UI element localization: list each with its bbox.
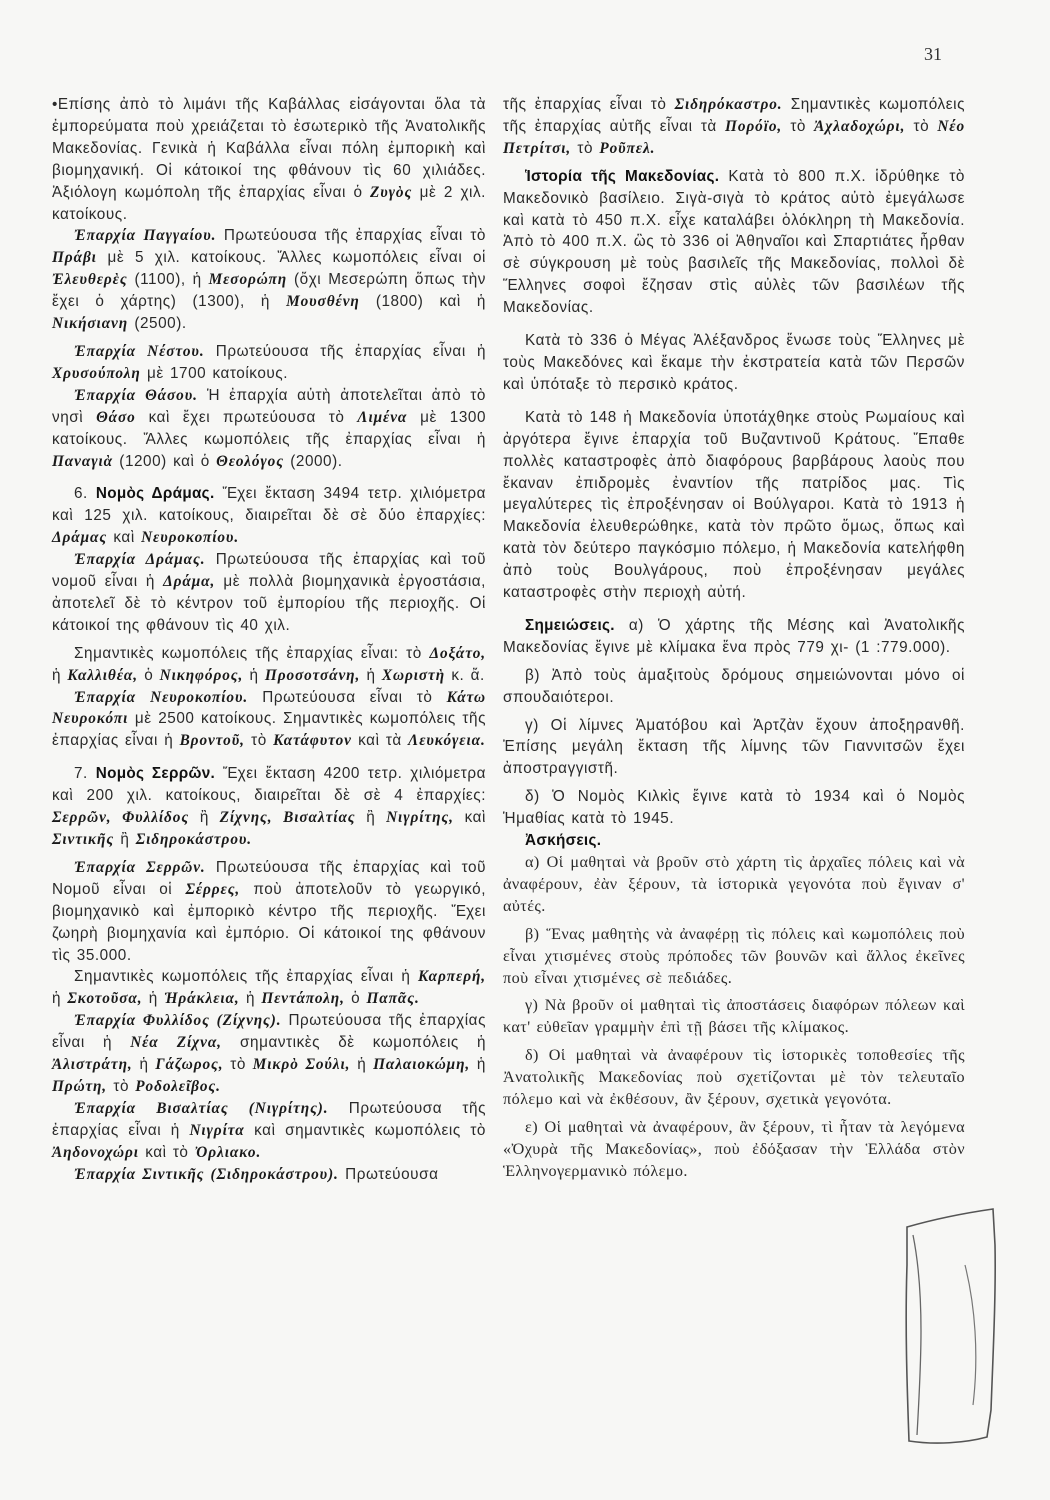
place-name: Νιγρίτης,	[386, 809, 454, 827]
place-name: Πράβι	[52, 249, 97, 267]
place-name: Ἀχλαδοχώρι,	[814, 117, 906, 135]
section-heading: Ἀσκήσεις.	[525, 832, 602, 850]
place-name: Ἐλευθερὲς	[52, 271, 128, 289]
text-run: τὸ	[782, 117, 815, 135]
section-heading: Νομὸς Δράμας.	[95, 485, 215, 503]
place-name: Ἐπαρχία Βισαλτίας (Νιγρίτης).	[74, 1099, 329, 1117]
text-run: Ἔχει ἔκταση 3494 τετρ. χιλιόμετρα καὶ 125 χιλ. κατοίκους, διαιρεῖται δὲ σὲ δύο ἐπαρχίες:	[52, 485, 486, 525]
place-name: Σιδηροκάστρου.	[135, 831, 252, 848]
place-name: Ἐπαρχία Σιντικῆς (Σιδηροκάστρου).	[74, 1165, 339, 1183]
text-run: Πρωτεύουσα τῆς ἐπαρχίας καὶ τοῦ νομοῦ εἶναι ἡ	[52, 551, 486, 591]
paragraph	[503, 166, 965, 319]
place-name: Ἐπαρχία Θάσου.	[74, 386, 198, 404]
text-run: μὲ 5 χιλ. κατοίκους. Ἄλλες κωμοπόλεις εἶναι οἱ	[96, 249, 486, 267]
paragraph	[503, 715, 965, 781]
paragraph	[52, 643, 486, 687]
text-run: β) Ἀπὸ τοὺς ἁμαξιτοὺς δρόμους σημειώνονται μόνο οἱ σπουδαιότεροι.	[503, 666, 965, 706]
paragraph	[503, 830, 965, 852]
text-run: ἡ	[52, 990, 68, 1008]
place-name: Καλλιθέα,	[67, 666, 138, 684]
paragraph	[503, 1045, 965, 1111]
place-name: Παλαιοκώμη,	[373, 1056, 471, 1074]
text-run: μὲ 2500 κατοίκους. Σημαντικὲς κωμοπόλεις τῆς ἐπαρχίας εἶναι ἡ	[52, 710, 486, 750]
place-name: Σκοτοῦσα,	[67, 990, 143, 1008]
text-run: ἡ	[52, 666, 68, 684]
place-name: Πρώτη,	[52, 1077, 108, 1095]
paragraph	[52, 687, 486, 753]
place-name: Λιμένα	[357, 408, 408, 426]
text-run: β) Ἕνας μαθητὴς νὰ ἀναφέρῃ τὶς πόλεις καὶ κωμοπόλεις ποὺ εἶναι χτισμένες στοὺς πρόποδες τῶν βουνῶν καὶ ἄλλος ἐκεῖνες ποὺ εἶναι χτισμένες σὲ πεδιάδες.	[503, 924, 965, 987]
place-name: Γάζωρος,	[155, 1056, 224, 1074]
page-number: 31	[924, 44, 942, 64]
paragraph	[52, 549, 486, 637]
text-run: ἡ	[132, 1056, 156, 1074]
paragraph	[52, 1010, 486, 1098]
text-run: ἡ	[350, 1056, 374, 1074]
paragraph	[503, 786, 965, 830]
place-name: Σέρρες,	[185, 880, 241, 898]
text-run: ὁ	[137, 666, 160, 684]
text-run: ὁ	[344, 990, 367, 1008]
text-run: ἢ	[355, 809, 387, 827]
place-name: Μικρὸ Σούλι,	[252, 1056, 351, 1074]
place-name: Ροδολεῖβος.	[135, 1077, 221, 1095]
text-run: μὲ 2 χιλ. κατοίκους.	[52, 183, 486, 223]
place-name: Παπᾶς.	[366, 990, 420, 1008]
text-run: τὸ	[571, 139, 600, 157]
place-name: Νιγρίτα	[189, 1121, 245, 1139]
paragraph	[503, 852, 965, 918]
text-run: ε) Οἱ μαθηταὶ νὰ ἀναφέρουν, ἂν ξέρουν, τὶ ἦταν τὰ λεγόμενα «Ὀχυρὰ τῆς Μακεδονίας», ποὺ ἐδόξασαν τὴν Ἑλλάδα στὸν Ἑλληνογερμανικὸ πόλεμο.	[503, 1117, 965, 1180]
text-run: ἡ	[470, 1056, 486, 1074]
place-name: Θεολόγος	[216, 452, 284, 470]
text-run: Πρωτεύουσα τῆς ἐπαρχίας εἶναι ἡ	[52, 1099, 486, 1139]
text-run: Πρωτεύουσα τῆς ἐπαρχίας εἶναι ἡ	[204, 342, 487, 360]
text-run: ἢ	[189, 809, 220, 827]
text-run: (2500).	[128, 315, 187, 333]
text-run: ἢ	[114, 831, 136, 848]
paragraph	[503, 330, 965, 396]
paragraph	[52, 1098, 486, 1164]
place-name: Νικήσιανη	[52, 315, 129, 333]
text-run: γ) Νὰ βροῦν οἱ μαθηταὶ τὶς ἀποστάσεις διαφόρων πόλεων καὶ κατ' εὐθεῖαν γραμμὴν ἐπὶ τῇ βάσει τῆς κλίμακος.	[503, 996, 965, 1037]
text-run: (2000).	[283, 452, 343, 470]
place-name: Ἐπαρχία Νευροκοπίου.	[74, 688, 249, 706]
text-run: μὲ πολλὰ βιομηχανικὰ ἐργοστάσια, ἀποτελεῖ δὲ τὸ κέντρον τοῦ ἐμπορίου τῆς περιοχῆς. Οἱ κάτοικοί της φθάνουν τὶς 40 χιλ.	[52, 573, 486, 634]
text-run: Σημαντικὲς κωμοπόλεις τῆς ἐπαρχίας εἶναι: τὸ	[74, 644, 430, 662]
text-run: τὸ	[244, 732, 274, 750]
text-run: καὶ	[453, 809, 486, 827]
text-run: καὶ ἔχει πρωτεύουσα τὸ	[135, 408, 358, 426]
paragraph	[503, 407, 965, 604]
place-name: Νέα Ζίχνα,	[130, 1034, 222, 1052]
place-name: Κατάφυτον	[273, 732, 352, 750]
place-name: Κάτω Νευροκόπι	[52, 688, 486, 728]
place-name: Ζίχνης, Βισαλτίας	[219, 809, 356, 827]
place-name: Ἀλιστράτη,	[52, 1056, 133, 1074]
place-name: Ἀηδονοχώρι	[52, 1143, 139, 1161]
place-name: Παναγιὰ	[52, 452, 113, 470]
text-run: Πρωτεύουσα τῆς ἐπαρχίας εἶναι τὸ	[216, 227, 486, 245]
text-run: α) Οἱ μαθηταὶ νὰ βροῦν στὸ χάρτη τὶς ἀρχαῖες πόλεις καὶ νὰ ἀναφέρουν, ἐὰν ξέρουν, τὰ ἱστορικὰ γεγονότα ποὺ ἔγιναν σ' αὐτές.	[503, 853, 965, 915]
paragraph	[52, 966, 486, 1010]
text-run: Ἡ ἐπαρχία αὐτὴ ἀποτελεῖται ἀπὸ τὸ νησὶ	[52, 386, 486, 426]
text-run: καὶ τὰ	[351, 732, 409, 750]
place-name: Πεντάπολη,	[261, 990, 345, 1008]
place-name: Δράμα,	[163, 573, 216, 591]
place-name: Βροντοῦ,	[179, 732, 245, 750]
place-name: Χωριστὴ	[381, 666, 446, 684]
text-run: ἡ	[239, 990, 262, 1008]
paragraph	[52, 857, 486, 967]
text-run: δ) Οἱ μαθηταὶ νὰ ἀναφέρουν τὶς ἱστορικὲς τοποθεσίες τῆς Ἀνατολικῆς Μακεδονίας ποὺ σχετίζονται μὲ τὸν τελευταῖο πόλεμο καὶ νὰ ἐκθέσουν, ἂν ξέρουν, σχετικὰ γεγονότα.	[503, 1046, 965, 1109]
place-name: Ἐπαρχία Παγγαίου.	[74, 227, 217, 245]
place-name: Χρυσούπολη	[52, 364, 141, 382]
place-name: Ἐπαρχία Νέστου.	[74, 342, 205, 360]
text-run: Πρωτεύουσα εἶναι τὸ	[248, 688, 447, 706]
text-run: Ἔχει ἔκταση 4200 τετρ. χιλιόμετρα καὶ 200 χιλ. κατοίκους, διαιρεῖται δὲ σὲ 4 ἐπαρχίες:	[52, 765, 486, 805]
place-name: Μεσορώπη	[208, 271, 288, 289]
text-run: τὸ	[107, 1077, 136, 1095]
place-name: Ζυγὸς	[370, 183, 413, 201]
place-name: Νικηφόρος,	[159, 666, 244, 684]
place-name: Δοξάτο,	[429, 644, 486, 662]
left-text-column	[52, 94, 486, 1186]
place-name: Ροῦπελ.	[599, 139, 656, 157]
text-run: Κατὰ τὸ 800 π.Χ. ἱδρύθηκε τὸ Μακεδονικὸ βασίλειο. Σιγὰ-σιγὰ τὸ κράτος αὐτὸ ἐμεγάλωσε καὶ κατὰ τὸ 450 π.Χ. εἶχε καταλάβει ὁλόκληρη τὴ Μακεδονία. Ἀπὸ τὸ 400 π.Χ. ὣς τὸ 336 οἱ Ἀθηναῖοι καὶ Σπαρτιάτες ἦρθαν σὲ σύγκρουση μὲ τοὺς βασιλεῖς τῆς Μακεδονίας, πολλοὶ δὲ Ἕλληνες σοφοὶ ἔζησαν στὶς αὐλὲς τῶν βασιλέων τῆς Μακεδονίας.	[503, 167, 965, 317]
text-run: Πρωτεύουσα τῆς ἐπαρχίας καὶ τοῦ Νομοῦ εἶναι οἱ	[52, 858, 486, 898]
place-name: Νευροκοπίου.	[141, 529, 240, 547]
place-name: Μουσθένη	[286, 293, 360, 311]
pencil-mark-drawing	[895, 1205, 1005, 1455]
text-run: (1200) καὶ ὁ	[113, 452, 217, 470]
text-run: Πρωτεύουσα	[338, 1165, 439, 1183]
paragraph	[503, 924, 965, 990]
text-run: γ) Οἱ λίμνες Ἀματόβου καὶ Ἀρτζὰν ἔχουν ἀποξηρανθῆ. Ἐπίσης μεγάλη ἔκταση τῆς λίμνης τῶν Γιαννιτσῶν ἔχει ἀποστραγγιστῆ.	[503, 716, 965, 778]
paragraph	[52, 341, 486, 385]
text-run: (1100), ἡ	[127, 271, 209, 289]
section-heading: Νομὸς Σερρῶν.	[95, 765, 216, 783]
paragraph	[52, 225, 486, 335]
text-run: ἡ	[142, 990, 165, 1008]
place-name: Δράμας	[52, 529, 108, 547]
place-name: Λευκόγεια.	[408, 732, 486, 750]
place-name: Σερρῶν, Φυλλίδος	[52, 809, 190, 827]
paragraph	[503, 94, 965, 160]
text-run: καὶ σημαντικὲς κωμοπόλεις τὸ	[244, 1121, 486, 1139]
text-run: (ὄχι Μεσερώπη ὅπως τὴν ἔχει ὁ χάρτης) (1300), ἡ	[52, 271, 486, 311]
text-run: Σημαντικὲς κωμοπόλεις τῆς ἐπαρχίας εἶναι ἡ	[74, 968, 418, 986]
text-run: καὶ	[107, 529, 142, 547]
place-name: Προσοτσάνη,	[264, 666, 361, 684]
text-run: ἡ	[243, 666, 265, 684]
place-name: Ἐπαρχία Δράμας.	[74, 551, 206, 569]
text-run: Κατὰ τὸ 148 ἡ Μακεδονία ὑποτάχθηκε στοὺς Ρωμαίους καὶ ἀργότερα ἔγινε ἐπαρχία τοῦ Βυζαντινοῦ Κράτους. Ἔπαθε πολλὲς καταστροφὲς ἀπὸ διαφόρους βαρβάρους λαοὺς που ἔκαναν ἐπιδρομὲς ἐναντίον τῆς πατρίδος μας. Τὶς μεγαλύτερες τὶς ἐπροξένησαν οἱ Βούλγαροι. Κατὰ τὸ 1913 ἡ Μακεδονία ἐλευθερώθηκε, κατὰ τὸν πρῶτο ὅμως, ὅπως καὶ κατὰ τὸν δεύτερο παγκόσμιο πόλεμο, ἡ Μακεδονία κατελήφθη ἀπὸ τοὺς Βουλγάρους, ποὺ ἐπροξένησαν μεγάλες καταστροφὲς στὴν περιοχὴ αὐτή.	[503, 408, 965, 602]
text-run: Κατὰ τὸ 336 ὁ Μέγας Ἀλέξανδρος ἕνωσε τοὺς Ἕλληνες μὲ τοὺς Μακεδόνες καὶ ἔκαμε τὴν ἐκστρατεία κατὰ τῶν Περσῶν καὶ ὑπόταξε τὸ περσικὸ κράτος.	[503, 332, 965, 393]
place-name: Καρπερή,	[418, 968, 486, 986]
paragraph	[503, 995, 965, 1039]
place-name: Ἐπαρχία Σερρῶν.	[74, 858, 206, 876]
paragraph	[52, 763, 486, 851]
text-run: Σημαντικὲς κωμοπόλεις τῆς ἐπαρχίας αὐτῆς εἶναι τὰ	[503, 96, 966, 135]
place-name: Σιντικῆς	[52, 831, 115, 848]
text-run: (1800) καὶ ἡ	[359, 293, 486, 311]
text-run: 7.	[74, 765, 96, 783]
paragraph	[52, 1164, 486, 1186]
text-run: μὲ 1700 κατοίκους.	[140, 364, 289, 382]
text-run: δ) Ὁ Νομὸς Κιλκὶς ἔγινε κατὰ τὸ 1934 καὶ ὁ Νομὸς Ἡμαθίας κατὰ τὸ 1945.	[503, 788, 965, 828]
text-run: σημαντικὲς δὲ κωμοπόλεις ἡ	[221, 1034, 487, 1052]
text-run: μὲ 1300 κατοίκους. Ἄλλες κωμοπόλεις τῆς ἐπαρχίας εἶναι ἡ	[52, 408, 487, 448]
place-name: Ὀρλιακο.	[194, 1143, 262, 1161]
paragraph	[52, 94, 486, 225]
paragraph	[52, 483, 486, 549]
place-name: Νέο Πετρίτσι,	[503, 117, 966, 157]
text-run: ποὺ ἀποτελοῦν τὸ γεωργικό, βιομηχανικὸ καὶ ἐμπορικὸ κέντρο τῆς περιοχῆς. Ἔχει ζωηρὴ βιομηχανία καὶ ἐμπόριο. Οἱ κάτοικοί της φθάνουν τὶς 35.000.	[52, 880, 486, 964]
text-run: Πρωτεύουσα τῆς ἐπαρχίας εἶναι ἡ	[52, 1012, 486, 1052]
text-run: τὸ	[223, 1056, 253, 1074]
text-run: καὶ τὸ	[138, 1143, 195, 1161]
paragraph	[52, 385, 486, 473]
place-name: Ἡράκλεια,	[164, 990, 240, 1008]
place-name: Θάσο	[96, 408, 136, 426]
right-text-column	[503, 94, 965, 1183]
paragraph	[503, 665, 965, 709]
text-run: κ. ἄ.	[445, 666, 485, 684]
text-run: ἡ	[360, 666, 382, 684]
place-name: Ἐπαρχία Φυλλίδος (Ζίχνης).	[74, 1012, 282, 1030]
place-name: Πορόϊο,	[725, 117, 783, 135]
section-heading: Σημειώσεις.	[525, 616, 615, 634]
paragraph	[503, 615, 965, 659]
section-heading: Ἱστορία τῆς Μακεδονίας.	[525, 167, 720, 185]
text-run: τῆς ἐπαρχίας εἶναι τὸ	[503, 96, 675, 113]
place-name: Σιδηρόκαστρο.	[674, 96, 783, 113]
text-run: 6.	[74, 485, 96, 503]
text-run: α) Ὁ χάρτης τῆς Μέσης καὶ Ἀνατολικῆς Μακεδονίας ἔγινε μὲ κλίμακα ἕνα πρὸς 779 χι- (1 :779.000).	[503, 616, 965, 656]
text-run: τὸ	[905, 117, 938, 135]
text-run: •Επίσης ἀπὸ τὸ λιμάνι τῆς Καβάλλας εἰσάγονται ὅλα τὰ ἐμπορεύματα ποὺ χρειάζεται τὸ ἐσωτερικὸ τῆς Ἀνατολικῆς Μακεδονίας. Γενικὰ ἡ Καβάλλα εἶναι πόλη ἐμπορικὴ καὶ βιομηχανική. Οἱ κάτοικοί της φθάνουν τὶς 60 χιλιάδες. Ἀξιόλογη κωμόπολη τῆς ἐπαρχίας εἶναι ὁ	[52, 96, 486, 201]
paragraph	[503, 1117, 965, 1183]
